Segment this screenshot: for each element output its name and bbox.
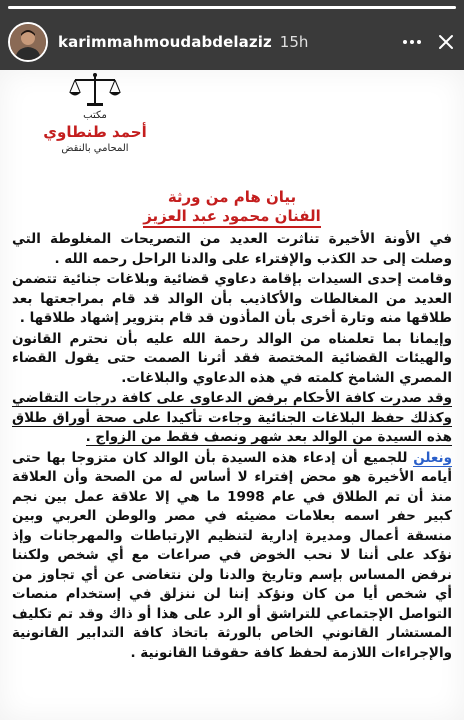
office-label: مكتب xyxy=(83,110,107,121)
avatar[interactable] xyxy=(8,22,48,62)
story-progress-fill xyxy=(8,6,456,9)
story-progress-bar xyxy=(8,6,456,9)
scales-of-justice-icon xyxy=(67,72,123,108)
story-header xyxy=(8,18,456,66)
paragraph-verdict xyxy=(12,389,452,448)
username[interactable]: karimmahmoudabdelaziz xyxy=(58,33,272,51)
statement-subtitle xyxy=(0,207,464,225)
letterhead xyxy=(20,70,170,154)
statement-subtitle-text: الفنان محمود عبد العزيز xyxy=(143,207,321,228)
announcement-lead: ونعلن xyxy=(413,449,452,466)
person-avatar xyxy=(10,24,46,60)
paragraph-3: وإيمانا بما تعلمناه من الوالد رحمة الله عليه بأن نحترم القانون والهيئات القضائية المختصة فقد أثرنا الصمت حتى يقول القضاء المصري الشامخ كلمته في هذه الدعاوي والبلاغات. xyxy=(12,330,452,386)
post-time: 15h xyxy=(279,33,309,51)
lawyer-title: المحامي بالنقض xyxy=(61,143,129,154)
paragraph-announcement xyxy=(12,449,452,664)
statement-document xyxy=(0,70,464,720)
close-icon[interactable] xyxy=(436,32,456,52)
lawyer-name: أحمد طنطاوي xyxy=(43,123,147,141)
paragraph-1: في الأونة الأخيرة تناثرت العديد من التصريحات المغلوطة التي وصلت إلى حد الكذب والإفتراء على والدنا الراحل رحمه الله . xyxy=(12,231,452,267)
statement-title: بيان هام من ورثة xyxy=(167,188,297,206)
statement-body xyxy=(12,230,452,664)
more-options-icon[interactable] xyxy=(402,32,422,52)
verdict-text: وقد صدرت كافة الأحكام برفض الدعاوى على كافة درجات التقاضي وكذلك حفظ البلاغات الجنائية وجاءت تأكيدا على صحة أوراق طلاق هذه السيدة من الوالد بعد شهر ونصف فقط من الزواج . xyxy=(12,390,452,445)
announcement-text: للجميع أن إدعاء هذه السيدة بأن الوالد كان متزوجا بها حتى أيامه الأخيرة هو محض إفتراء لا أساس له من الصحة وأن العلاقة منذ أن تم الطلاق في عام 1998 ما هي إلا علاقة عمل بين نجم كبير حفر اسمه بعلامات مضيئه في مصر والوطن العربي وبين منسقة أعمال ومديرة إدارية لتنظيم الإرتباطات والمهرجانات وإذ نؤكد على أننا لا نحب الخوض في صراعات مع أي شخص ولكننا نرفض المساس بإسم وتاريخ والدنا ولن نتغاضى عن أي تجاوز من أي شخص أيا من كان ونؤكد إننا لن ننزلق في إستخدام منصات التواصل الإجتماعي للتراشق أو الرد على هذا أو ذاك وقد تم تكليف المستشار القانوني الخاص بالورثة باتخاذ كافة التدابير القانونية والإجراءات اللازمة لحفظ كافة حقوقنا القانونية . xyxy=(12,449,452,661)
paragraph-2: وقامت إحدى السيدات بإقامة دعاوي قضائية وبلاغات جنائية تتضمن العديد من المغالطات والأكاذيب بأن الوالد قد قام بمراجعتها بعد طلاقها منه وتارة أخرى بأن المأذون قد قام بتزوير إشهاد طلاقها . xyxy=(12,271,452,326)
